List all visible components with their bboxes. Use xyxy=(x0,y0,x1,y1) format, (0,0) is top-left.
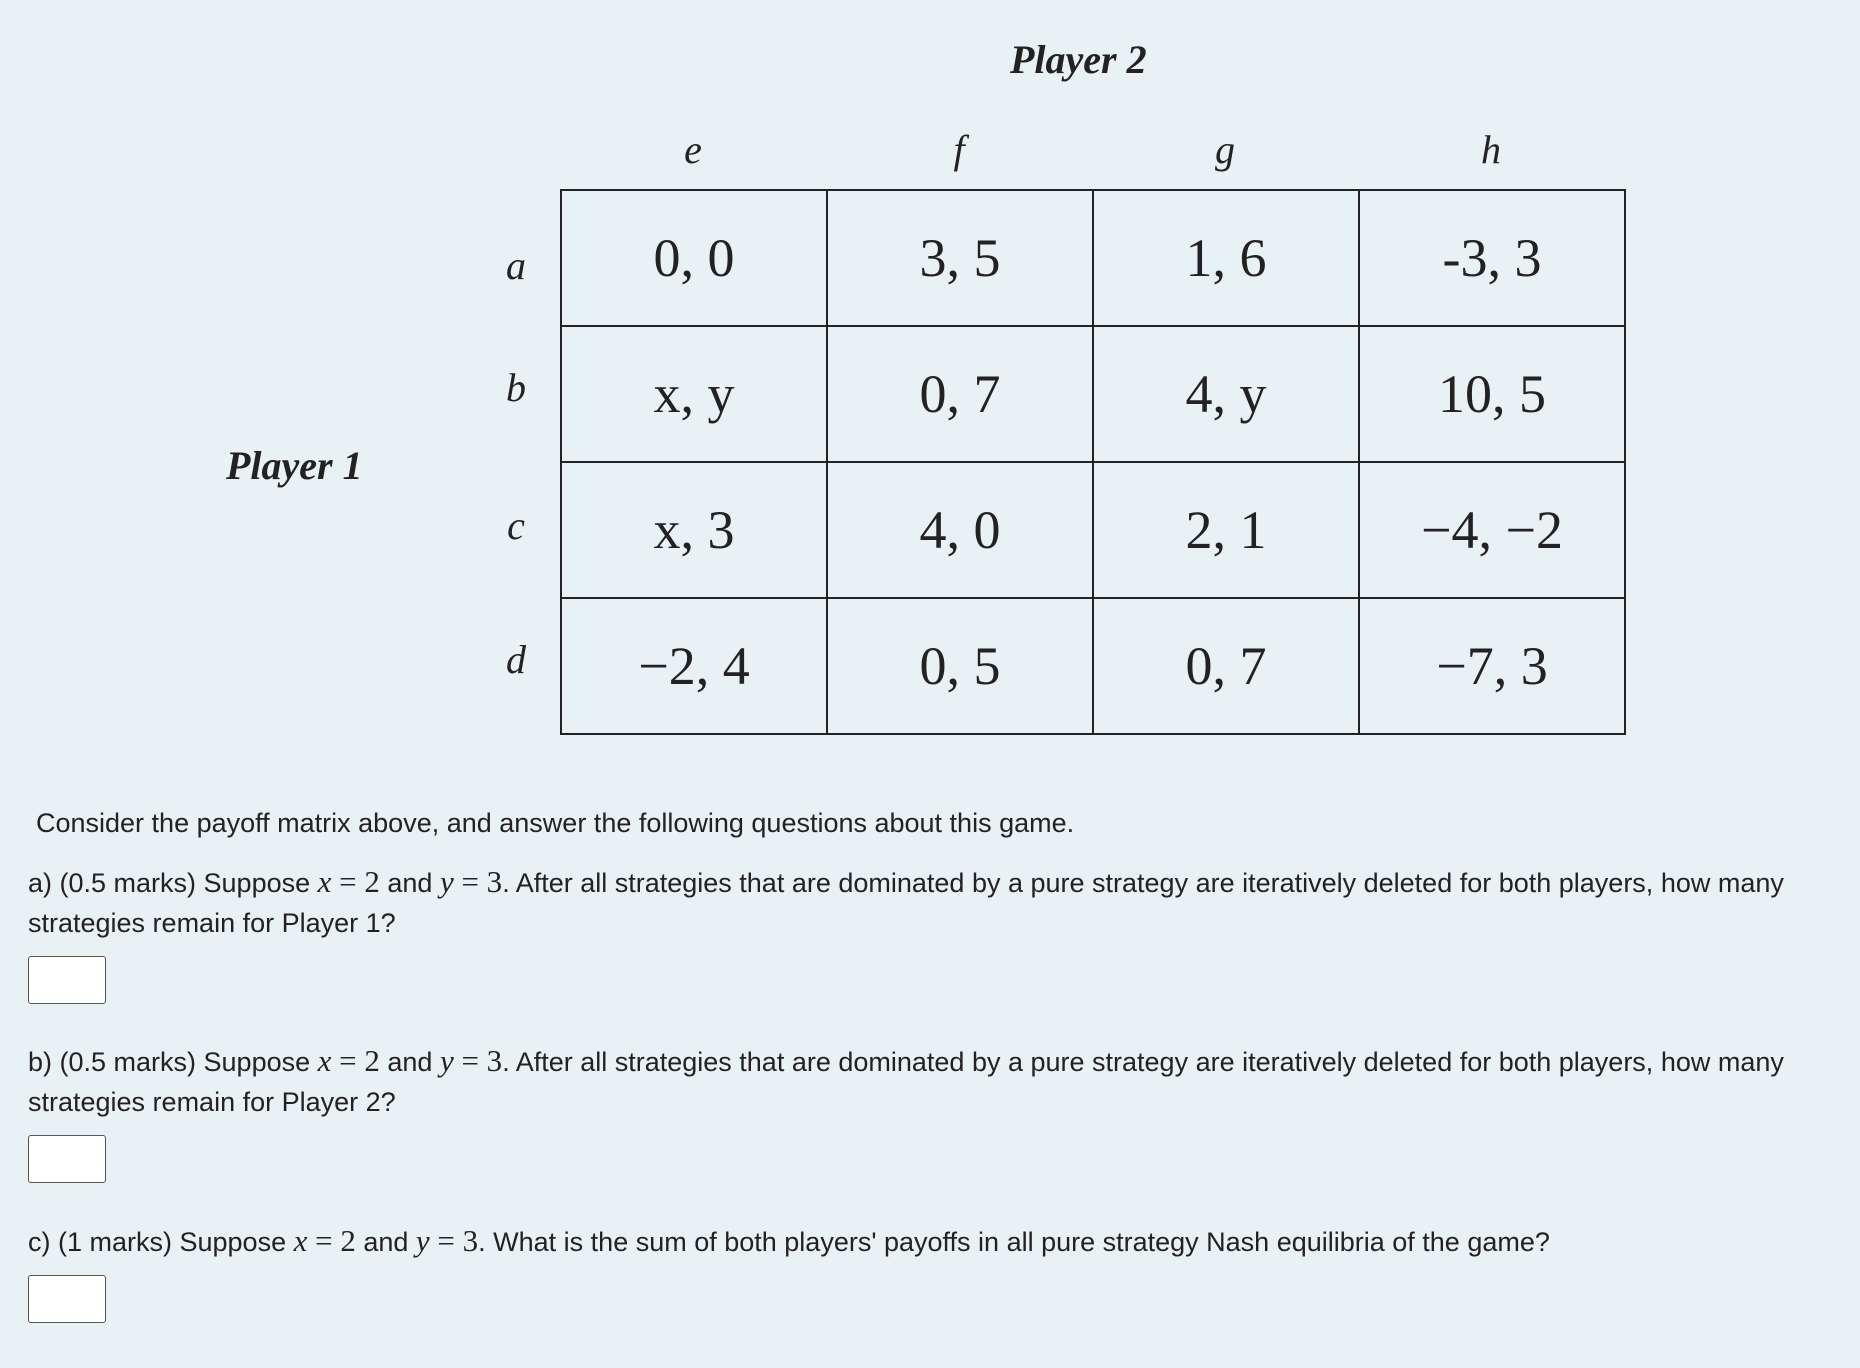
payoff-cell: x, y xyxy=(561,326,827,462)
payoff-cell: 0, 0 xyxy=(561,190,827,326)
table-row xyxy=(561,190,1625,326)
question-c-x-expr: x = 2 xyxy=(293,1223,356,1258)
payoff-cell: 1, 6 xyxy=(1093,190,1359,326)
answer-input-c[interactable] xyxy=(28,1275,106,1323)
player1-label: Player 1 xyxy=(226,443,363,488)
payoff-cell: −4, −2 xyxy=(1359,462,1625,598)
payoff-cell: 0, 7 xyxy=(1093,598,1359,734)
question-b-y-expr: y = 3 xyxy=(439,1043,503,1078)
payoff-cell: 3, 5 xyxy=(827,190,1093,326)
table-row xyxy=(561,326,1625,462)
payoff-cell: 0, 5 xyxy=(827,598,1093,734)
question-intro: Consider the payoff matrix above, and answer the following questions about this game. xyxy=(36,808,1075,838)
question-c-mid: and xyxy=(355,1227,416,1257)
row-label-d: d xyxy=(506,637,526,682)
question-c-y-expr: y = 3 xyxy=(415,1223,479,1258)
column-label-g: g xyxy=(1215,127,1235,172)
column-label-e: e xyxy=(684,127,702,172)
question-b xyxy=(28,1041,1828,1122)
payoff-cell: 10, 5 xyxy=(1359,326,1625,462)
payoff-cell: x, 3 xyxy=(561,462,827,598)
player2-label: Player 2 xyxy=(1010,37,1147,82)
question-b-prefix: b) (0.5 marks) Suppose xyxy=(28,1047,318,1077)
answer-input-a[interactable] xyxy=(28,956,106,1004)
question-b-x-expr: x = 2 xyxy=(317,1043,380,1078)
column-label-h: h xyxy=(1481,127,1501,172)
payoff-cell: 4, y xyxy=(1093,326,1359,462)
row-label-a: a xyxy=(506,243,526,288)
question-c xyxy=(28,1221,1828,1262)
question-b-mid: and xyxy=(379,1047,440,1077)
table-row xyxy=(561,462,1625,598)
question-a-x-expr: x = 2 xyxy=(317,864,380,899)
question-a-suffix: . After all strategies that are dominated by a pure strategy are iteratively deleted for both players, how many strategies remain for Player 1? xyxy=(28,868,1784,938)
question-c-prefix: c) (1 marks) Suppose xyxy=(28,1227,294,1257)
column-label-f: f xyxy=(953,127,965,172)
row-label-c: c xyxy=(507,503,525,548)
payoff-cell: -3, 3 xyxy=(1359,190,1625,326)
payoff-cell: −7, 3 xyxy=(1359,598,1625,734)
question-a-y-expr: y = 3 xyxy=(439,864,503,899)
table-row xyxy=(561,598,1625,734)
payoff-cell: 0, 7 xyxy=(827,326,1093,462)
payoff-cell: 4, 0 xyxy=(827,462,1093,598)
payoff-cell: 2, 1 xyxy=(1093,462,1359,598)
question-a-prefix: a) (0.5 marks) Suppose xyxy=(28,868,318,898)
answer-input-b[interactable] xyxy=(28,1135,106,1183)
payoff-cell: −2, 4 xyxy=(561,598,827,734)
question-c-suffix: . What is the sum of both players' payoffs in all pure strategy Nash equilibria of the game? xyxy=(478,1227,1550,1257)
question-a-mid: and xyxy=(379,868,440,898)
question-b-suffix: . After all strategies that are dominated by a pure strategy are iteratively deleted for both players, how many strategies remain for Player 2? xyxy=(28,1047,1784,1117)
row-label-b: b xyxy=(506,365,526,410)
payoff-table xyxy=(560,189,1626,735)
question-a xyxy=(28,862,1828,943)
